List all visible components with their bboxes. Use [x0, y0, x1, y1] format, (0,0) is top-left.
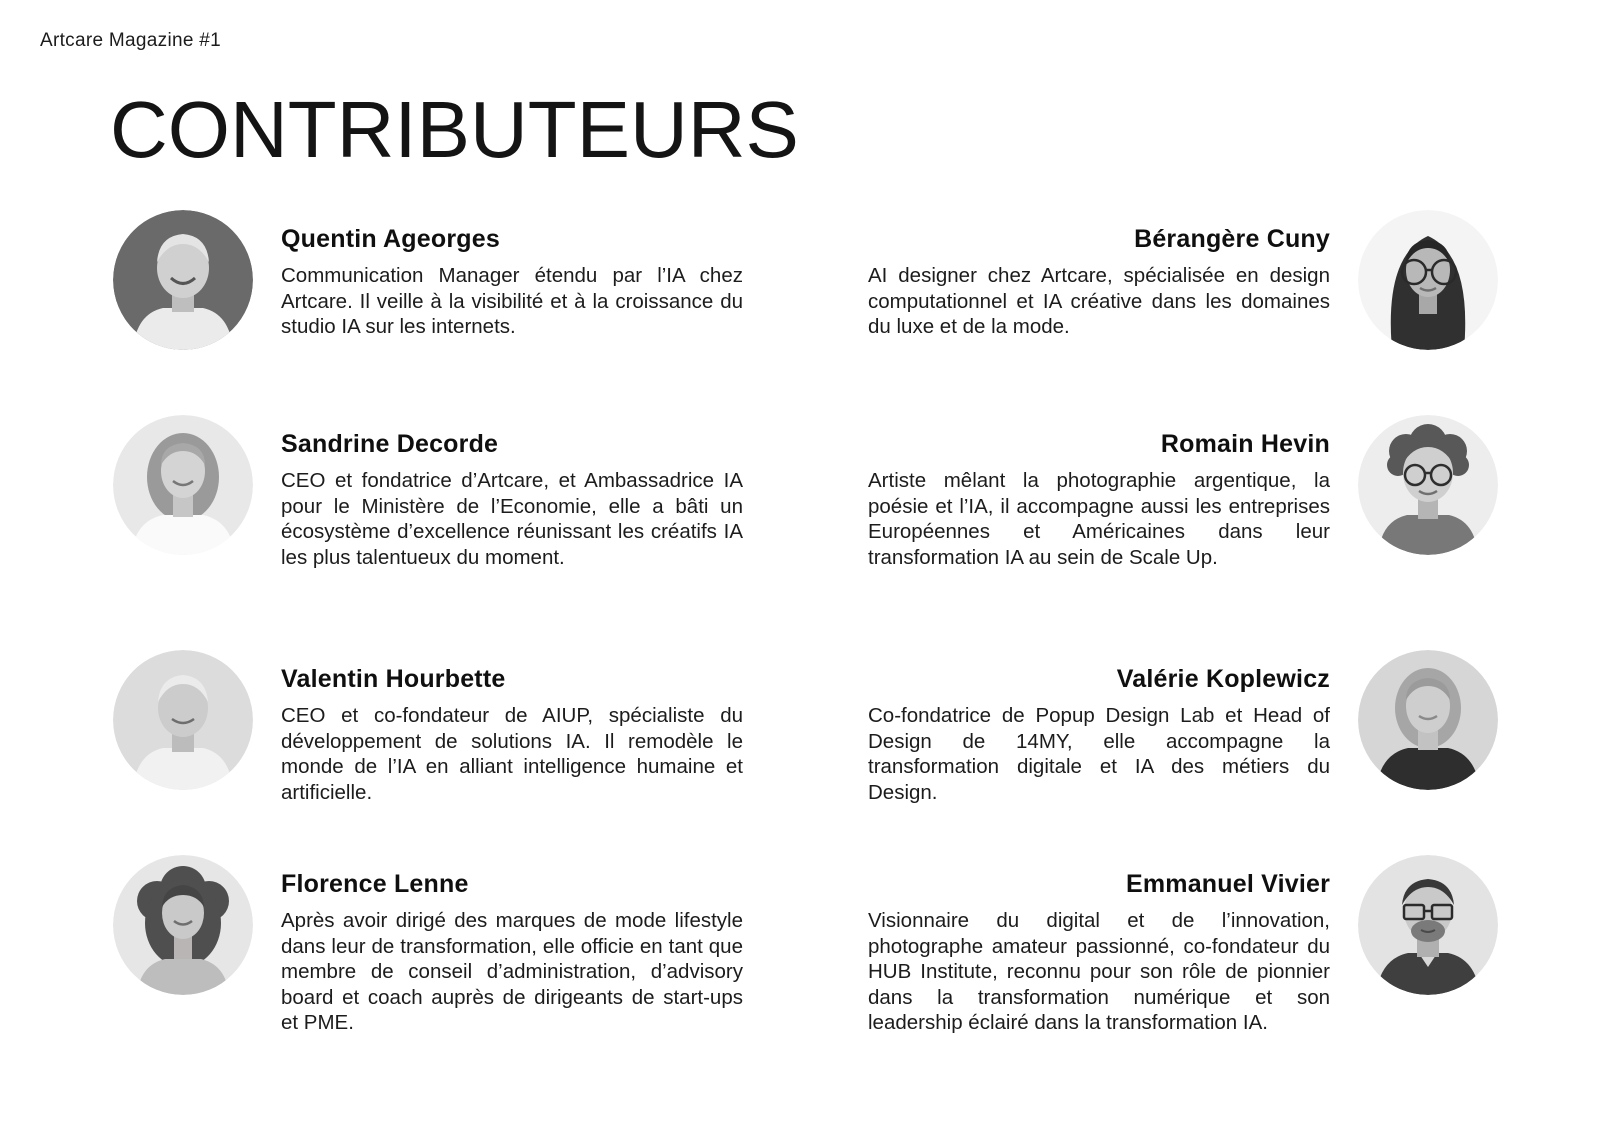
contributor-bio: Après avoir dirigé des marques de mode lifestyle dans leur de transformation, elle officie en tant que membre de conseil d’administration, d’advisory board et coach auprès de dirigeants de start-ups et PME.	[281, 909, 743, 1034]
contributor-name: Valérie Koplewicz	[1116, 665, 1330, 693]
contributor-name: Bérangère Cuny	[1134, 225, 1330, 253]
contributor-photo	[1358, 855, 1498, 995]
contributor-photo	[1358, 415, 1498, 555]
portrait-photo	[1358, 855, 1498, 995]
contributor-bio: Visionnaire du digital et de l’innovation, photographe amateur passionné, co-fondateur du HUB Institute, reconnu pour son rôle de pionnier dans la transformation numérique et son leadership éclairé dans la transformation IA.	[868, 909, 1330, 1034]
contributor-name: Quentin Ageorges	[281, 225, 500, 253]
contributor-bio: AI designer chez Artcare, spécialisée en design computationnel et IA créative dans les domaines du luxe et de la mode.	[868, 264, 1330, 338]
contributor-bio: CEO et fondatrice d’Artcare, et Ambassadrice IA pour le Ministère de l’Economie, elle a bâti un écosystème d’excellence réunissant les créatifs IA les plus talentueux du moment.	[281, 469, 743, 569]
contributor-name: Romain Hevin	[1160, 430, 1330, 458]
contributor-bio: CEO et co-fondateur de AIUP, spécialiste du développement de solutions IA. Il remodèle le monde de l’IA en alliant intelligence humaine et artificielle.	[281, 704, 743, 804]
contributor-photo	[113, 855, 253, 995]
contributor-name: Valentin Hourbette	[281, 665, 506, 693]
portrait-photo	[1358, 415, 1498, 555]
contributor-card	[113, 855, 743, 1036]
contributor-name: Florence Lenne	[281, 870, 469, 898]
contributor-photo	[113, 210, 253, 350]
portrait-photo	[113, 855, 253, 995]
contributor-bio: Artiste mêlant la photographie argentique, la poésie et l’IA, il accompagne aussi les entreprises Européennes et Américaines dans leur transformation IA au sein de Scale Up.	[868, 469, 1330, 569]
magazine-label: Artcare Magazine #1	[40, 30, 222, 51]
contributor-card	[113, 415, 743, 570]
contributor-photo	[113, 415, 253, 555]
portrait-photo	[113, 210, 253, 350]
portrait-photo	[1358, 210, 1498, 350]
page-title: CONTRIBUTEURS	[110, 85, 799, 174]
contributor-photo	[1358, 650, 1498, 790]
contributor-photo	[113, 650, 253, 790]
portrait-photo	[113, 415, 253, 555]
contributor-card	[113, 210, 743, 350]
contributor-card	[868, 650, 1498, 805]
contributor-name: Emmanuel Vivier	[1125, 870, 1330, 898]
portrait-photo	[113, 650, 253, 790]
contributor-card	[868, 210, 1498, 350]
contributor-name: Sandrine Decorde	[281, 430, 499, 458]
contributor-card	[113, 650, 743, 805]
contributor-card	[868, 415, 1498, 570]
contributor-bio: Communication Manager étendu par l’IA chez Artcare. Il veille à la visibilité et à la croissance du studio IA sur les internets.	[281, 264, 743, 338]
contributor-bio: Co-fondatrice de Popup Design Lab et Head of Design de 14MY, elle accompagne la transformation digitale et IA des métiers du Design.	[868, 704, 1330, 804]
contributor-photo	[1358, 210, 1498, 350]
contributor-card	[868, 855, 1498, 1036]
portrait-photo	[1358, 650, 1498, 790]
